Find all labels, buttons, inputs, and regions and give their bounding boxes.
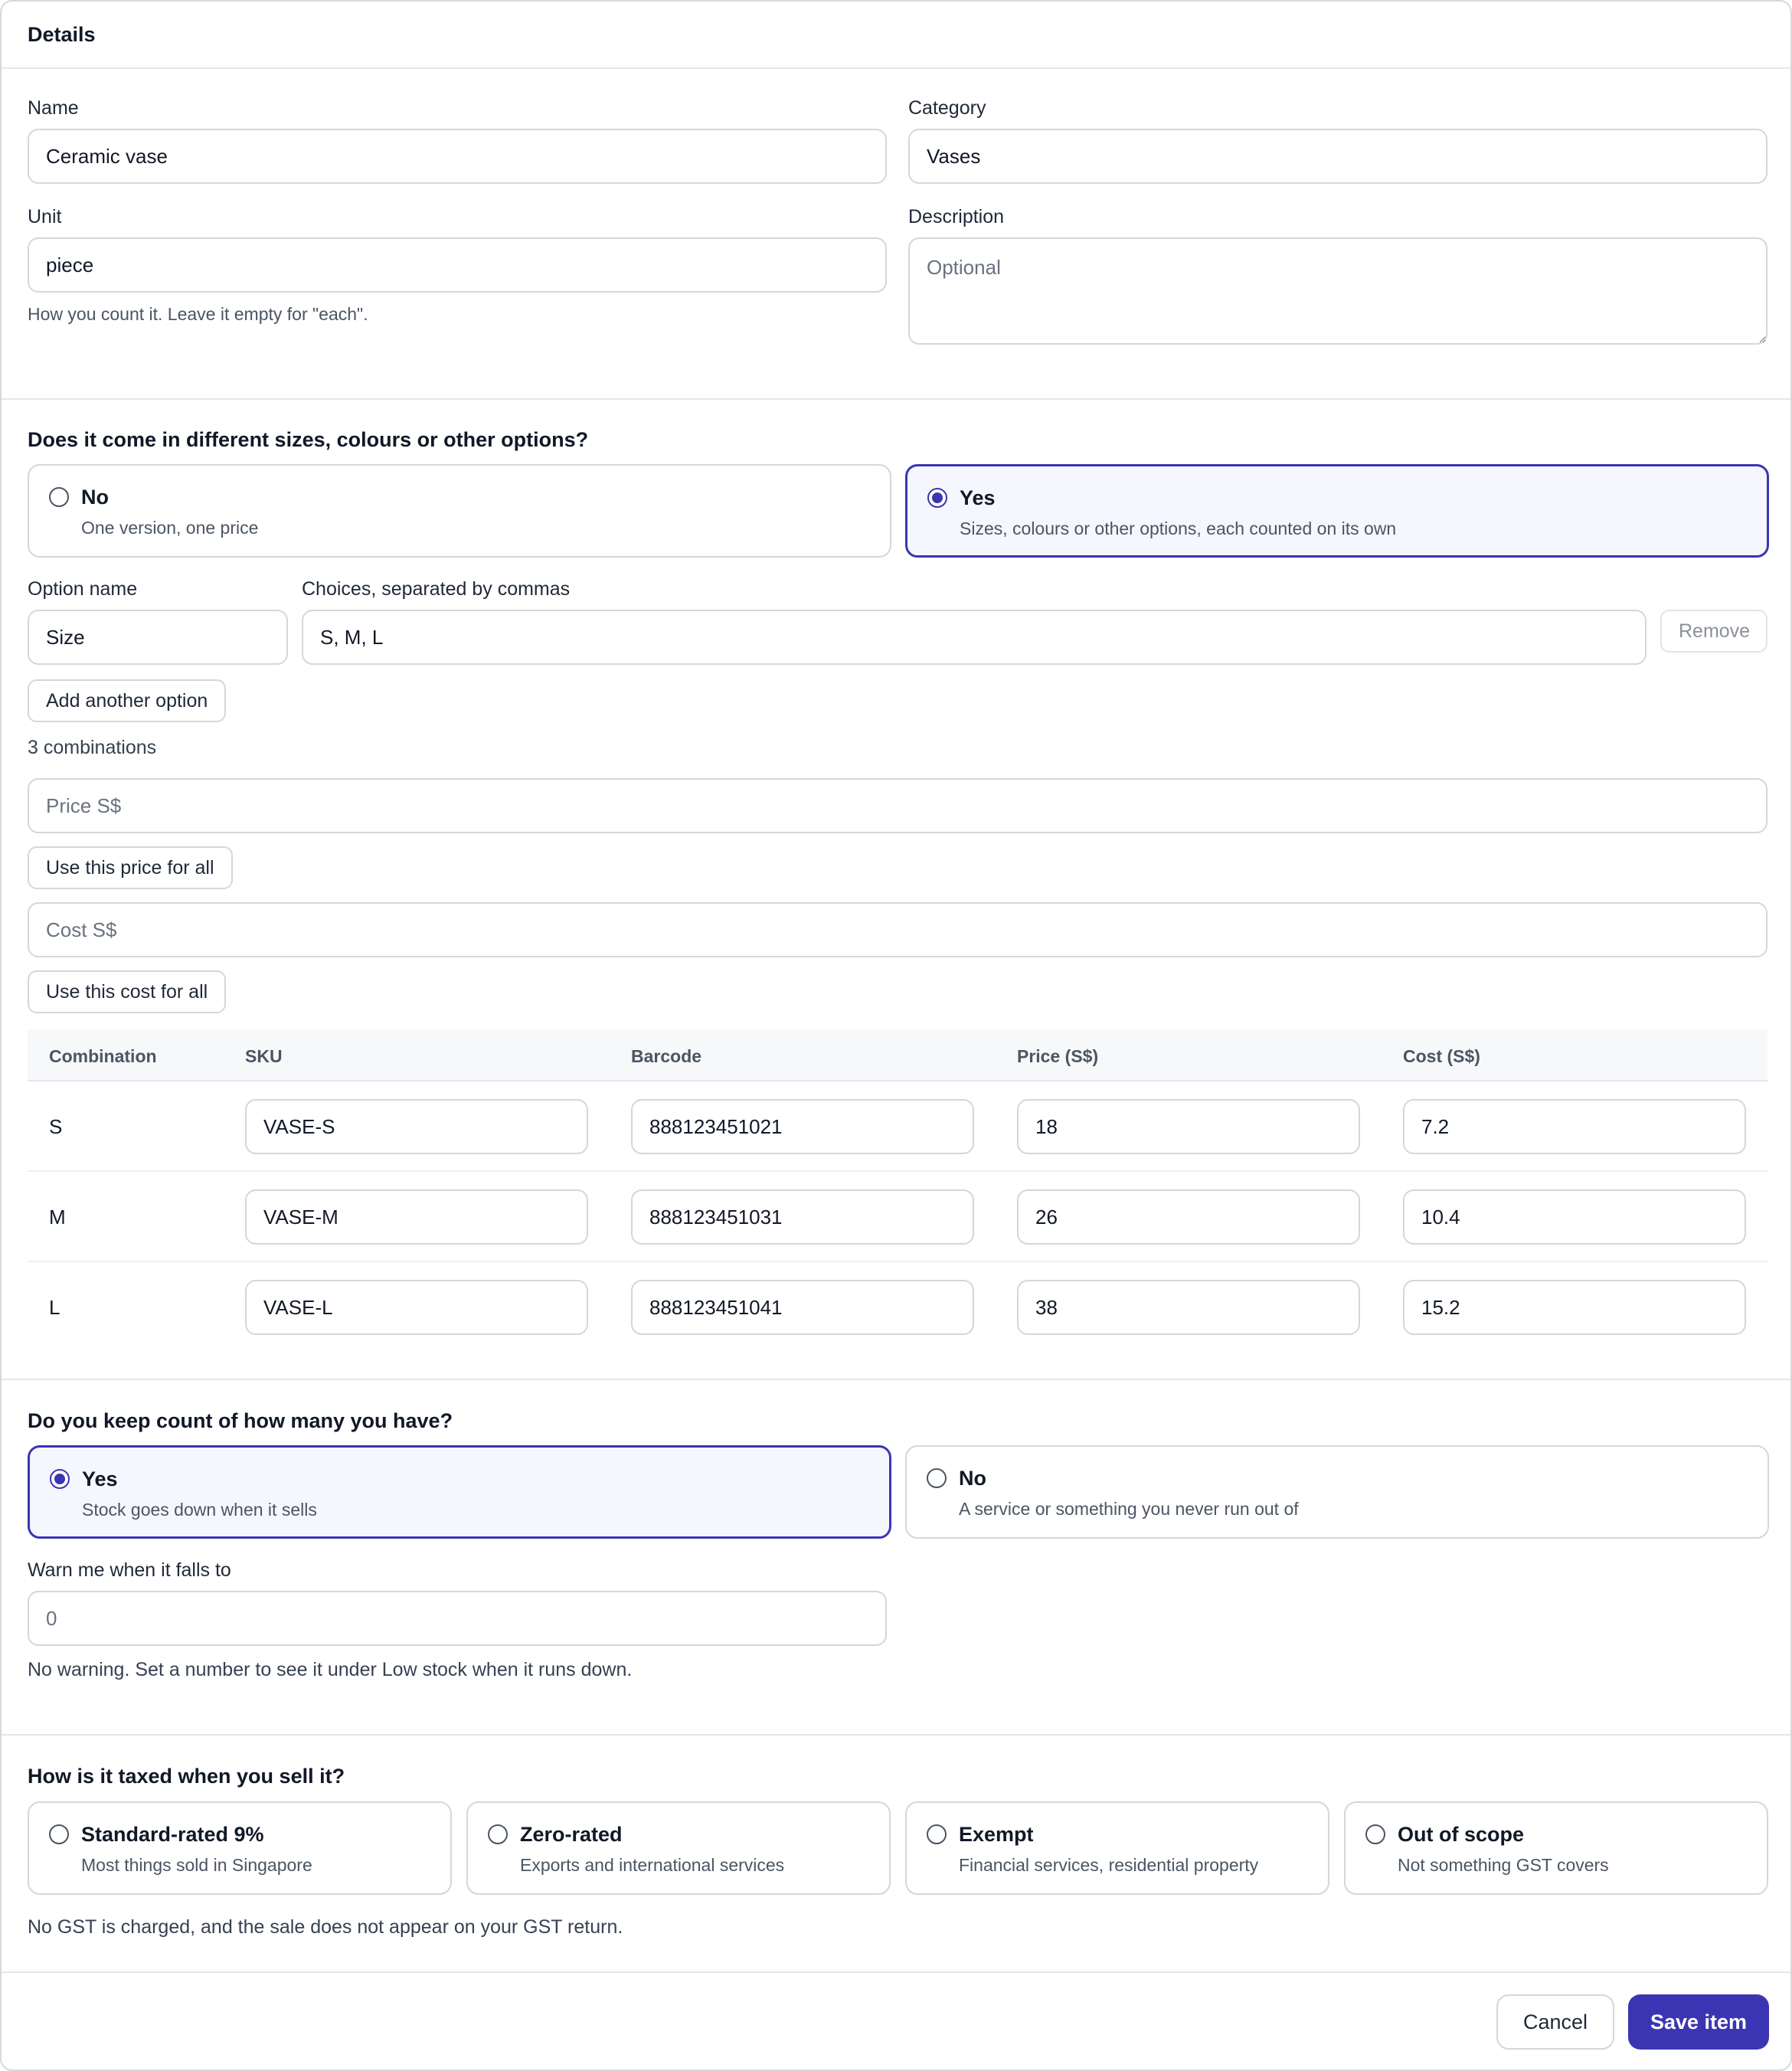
- tax-option-subtitle: Financial services, residential property: [959, 1855, 1259, 1875]
- stock-option-no-title: No: [959, 1467, 986, 1490]
- description-label: Description: [908, 206, 1005, 227]
- category-label: Category: [908, 97, 986, 119]
- option-name-input[interactable]: [28, 610, 288, 665]
- column-header-cost: Cost (S$): [1403, 1046, 1480, 1066]
- tax-note: No GST is charged, and the sale does not appear on your GST return.: [28, 1916, 623, 1938]
- sku-input[interactable]: [245, 1099, 588, 1154]
- cost-all-input[interactable]: [28, 902, 1767, 957]
- variants-question: Does it come in different sizes, colours or other options?: [28, 428, 589, 451]
- tax-question: How is it taxed when you sell it?: [28, 1765, 345, 1788]
- use-price-for-all-button[interactable]: Use this price for all: [28, 846, 233, 889]
- save-item-button[interactable]: Save item: [1628, 1994, 1769, 2050]
- tax-option-subtitle: Exports and international services: [520, 1855, 785, 1875]
- tax-option-title: Out of scope: [1398, 1823, 1525, 1846]
- variants-option-no-title: No: [81, 486, 109, 509]
- choices-label: Choices, separated by commas: [302, 578, 571, 600]
- tax-option-subtitle: Not something GST covers: [1398, 1855, 1609, 1875]
- stock-option-no-subtitle: A service or something you never run out of: [959, 1499, 1299, 1519]
- radio-icon[interactable]: [1365, 1824, 1385, 1844]
- variants-option-yes[interactable]: [905, 464, 1769, 558]
- radio-icon[interactable]: [49, 1824, 69, 1844]
- combinations-count: 3 combinations: [28, 737, 157, 758]
- description-textarea[interactable]: [908, 237, 1767, 345]
- warn-threshold-input[interactable]: [28, 1591, 887, 1646]
- variants-option-no[interactable]: [28, 464, 891, 558]
- column-header-barcode: Barcode: [631, 1046, 702, 1066]
- radio-icon[interactable]: [49, 487, 69, 507]
- cost-input[interactable]: [1403, 1099, 1746, 1154]
- remove-option-button[interactable]: Remove: [1660, 610, 1767, 653]
- tax-option-title: Exempt: [959, 1823, 1034, 1846]
- add-option-button[interactable]: Add another option: [28, 679, 226, 722]
- price-all-input[interactable]: [28, 778, 1767, 833]
- tax-option-standard-rated[interactable]: [28, 1801, 452, 1895]
- variants-option-yes-title: Yes: [960, 486, 996, 509]
- barcode-input[interactable]: [631, 1189, 974, 1245]
- table-row: [28, 1262, 1767, 1353]
- warn-label: Warn me when it falls to: [28, 1559, 231, 1581]
- option-name-label: Option name: [28, 578, 138, 600]
- section-title-details: Details: [28, 23, 96, 46]
- unit-hint: How you count it. Leave it empty for "each".: [28, 304, 368, 324]
- tax-option-title: Standard-rated 9%: [81, 1823, 264, 1846]
- radio-icon[interactable]: [927, 488, 947, 508]
- table-row: [28, 1172, 1767, 1262]
- radio-icon[interactable]: [927, 1824, 947, 1844]
- table-row: [28, 1081, 1767, 1172]
- stock-option-yes-subtitle: Stock goes down when it sells: [82, 1500, 317, 1520]
- combination-cell: M: [49, 1206, 66, 1229]
- tax-option-exempt[interactable]: [905, 1801, 1329, 1895]
- use-cost-for-all-button[interactable]: Use this cost for all: [28, 970, 226, 1013]
- cost-input[interactable]: [1403, 1189, 1746, 1245]
- unit-label: Unit: [28, 206, 62, 227]
- stock-option-yes[interactable]: [28, 1445, 891, 1539]
- stock-option-no[interactable]: [905, 1445, 1769, 1539]
- name-label: Name: [28, 97, 79, 119]
- radio-icon[interactable]: [927, 1468, 947, 1488]
- sku-input[interactable]: [245, 1280, 588, 1335]
- name-input[interactable]: [28, 129, 887, 184]
- combination-cell: S: [49, 1115, 63, 1138]
- tax-option-title: Zero-rated: [520, 1823, 623, 1846]
- stock-option-yes-title: Yes: [82, 1467, 118, 1490]
- combinations-table-header: [28, 1029, 1767, 1081]
- barcode-input[interactable]: [631, 1280, 974, 1335]
- stock-question: Do you keep count of how many you have?: [28, 1409, 453, 1432]
- column-header-sku: SKU: [245, 1046, 283, 1066]
- variants-option-yes-subtitle: Sizes, colours or other options, each counted on its own: [960, 519, 1397, 538]
- category-input[interactable]: [908, 129, 1767, 184]
- choices-input[interactable]: [302, 610, 1646, 665]
- barcode-input[interactable]: [631, 1099, 974, 1154]
- column-header-combination: Combination: [49, 1046, 157, 1066]
- details-section: [2, 67, 1792, 400]
- column-header-price: Price (S$): [1017, 1046, 1099, 1066]
- radio-icon[interactable]: [50, 1469, 70, 1489]
- tax-option-zero-rated[interactable]: [466, 1801, 891, 1895]
- variants-option-no-subtitle: One version, one price: [81, 518, 259, 538]
- cancel-button[interactable]: Cancel: [1496, 1994, 1614, 2050]
- unit-input[interactable]: [28, 237, 887, 293]
- price-input[interactable]: [1017, 1099, 1360, 1154]
- price-input[interactable]: [1017, 1280, 1360, 1335]
- sku-input[interactable]: [245, 1189, 588, 1245]
- cost-input[interactable]: [1403, 1280, 1746, 1335]
- tax-option-subtitle: Most things sold in Singapore: [81, 1855, 312, 1875]
- tax-option-out-of-scope[interactable]: [1344, 1801, 1768, 1895]
- radio-icon[interactable]: [488, 1824, 508, 1844]
- combination-cell: L: [49, 1296, 60, 1319]
- stock-warning-note: No warning. Set a number to see it under Low stock when it runs down.: [28, 1659, 633, 1680]
- price-input[interactable]: [1017, 1189, 1360, 1245]
